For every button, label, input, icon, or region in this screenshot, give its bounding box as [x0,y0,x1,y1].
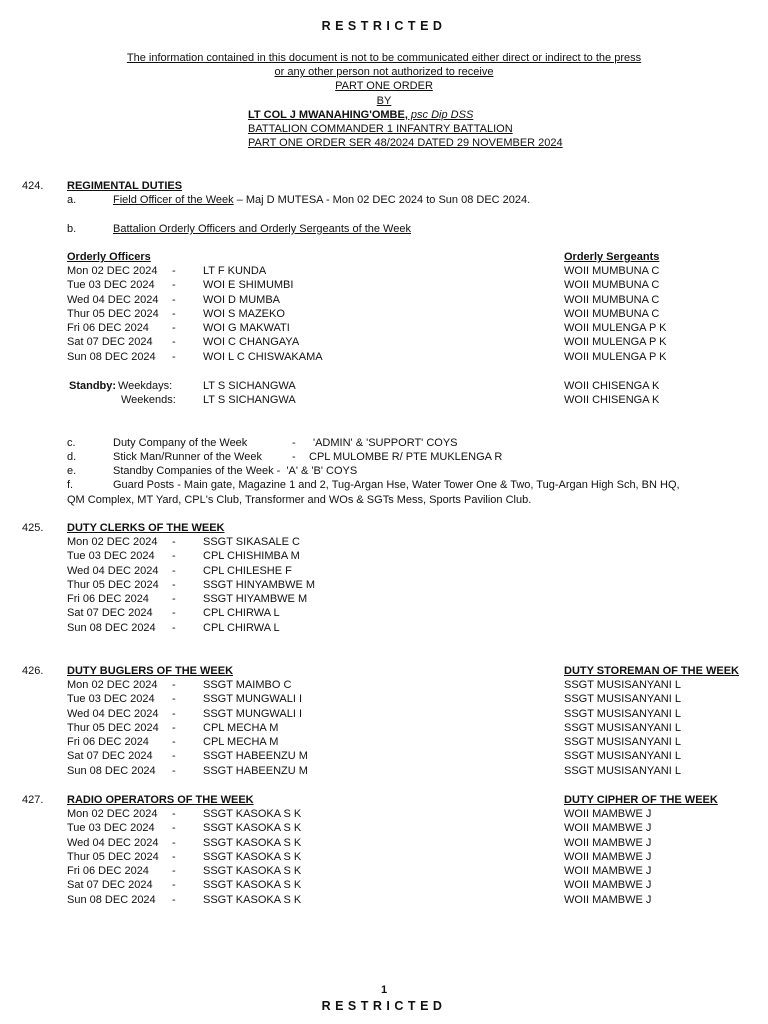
item-d-letter: d. [67,451,77,463]
table-row [67,606,467,620]
dash-cell: - [172,550,176,563]
day-cell: Thur 05 DEC 2024 [67,721,159,734]
day-cell: Tue 03 DEC 2024 [67,822,155,835]
day-cell: Sat 07 DEC 2024 [67,879,153,892]
day-cell: Tue 03 DEC 2024 [67,693,155,706]
by-line: BY [376,95,392,107]
storeman-cell: SSGT MUSISANYANI L [564,679,681,691]
day-cell: Sun 08 DEC 2024 [67,893,156,906]
duty-company-label: Duty Company of the Week [113,437,248,449]
cipher-cell: WOII MAMBWE J [564,822,652,835]
restricted-marking-bottom: RESTRICTED [321,999,447,1013]
name-cell: SSGT KASOKA S K [203,808,302,820]
section-424-number: 424. [22,180,44,192]
day-cell: Fri 06 DEC 2024 [67,322,149,335]
item-f-letter: f. [67,479,74,491]
day-cell: Mon 02 DEC 2024 [67,808,158,820]
dash-cell: - [172,893,176,906]
officer-cell: WOI D MUMBA [203,293,280,306]
guard-posts-line-2: QM Complex, MT Yard, CPL's Club, Transformer and WOs & SGTs Mess, Sports Pavilion Club. [67,494,532,506]
table-row [67,293,747,307]
dash-cell: - [172,721,176,734]
stick-man-dash: - [292,451,296,463]
day-cell: Mon 02 DEC 2024 [67,536,158,548]
section-426-number: 426. [22,665,44,677]
standby-companies: Standby Companies of the Week - 'A' & 'B' COYS [113,465,358,477]
table-row [67,864,747,878]
name-cell: SSGT KASOKA S K [203,879,302,892]
section-425-number: 425. [22,522,44,534]
officer-cell: WOI G MAKWATI [203,322,290,335]
dash-cell: - [172,764,176,777]
section-426-title: DUTY BUGLERS OF THE WEEK [67,665,234,677]
cipher-cell: WOII MAMBWE J [564,865,652,878]
storeman-cell: SSGT MUSISANYANI L [564,721,681,734]
table-row [67,721,747,735]
sergeant-cell: WOII MULENGA P K [564,322,667,335]
table-row [67,578,467,592]
commander-qualifications: psc Dip DSS [407,109,474,121]
duty-cipher-title: DUTY CIPHER OF THE WEEK [564,794,718,806]
dash-cell: - [172,350,176,363]
standby-weekends-officer: LT S SICHANGWA [203,394,296,406]
table-row [67,678,747,692]
item-a-letter: a. [67,194,77,206]
day-cell: Sat 07 DEC 2024 [67,336,153,349]
order-title: PART ONE ORDER [335,80,433,92]
day-cell: Tue 03 DEC 2024 [67,550,155,563]
section-425-title: DUTY CLERKS OF THE WEEK [67,522,225,534]
table-row [67,749,747,763]
weekends-label: Weekends: [121,394,176,406]
duty-company-value: 'ADMIN' & 'SUPPORT' COYS [313,437,458,449]
table-row [67,850,747,864]
name-cell: CPL CHIRWA L [203,621,280,634]
cipher-cell: WOII MAMBWE J [564,893,652,906]
orderly-sergeants-header: Orderly Sergeants [564,251,660,263]
table-row [67,893,747,907]
item-b-letter: b. [67,223,77,235]
day-cell: Fri 06 DEC 2024 [67,865,149,878]
duty-clerks-table [67,535,467,635]
day-cell: Tue 03 DEC 2024 [67,279,155,292]
dash-cell: - [172,621,176,634]
cipher-cell: WOII MAMBWE J [564,850,652,863]
day-cell: Wed 04 DEC 2024 [67,564,159,577]
field-officer-value: – Maj D MUTESA - Mon 02 DEC 2024 to Sun 08 DEC 2024. [233,194,531,206]
day-cell: Thur 05 DEC 2024 [67,307,159,320]
stick-man-value: CPL MULOMBE R/ PTE MUKLENGA R [309,451,503,463]
storeman-cell: SSGT MUSISANYANI L [564,736,681,749]
name-cell: CPL CHIRWA L [203,607,280,620]
dash-cell: - [172,822,176,835]
storeman-cell: SSGT MUSISANYANI L [564,693,681,706]
name-cell: SSGT KASOKA S K [203,865,302,878]
day-cell: Mon 02 DEC 2024 [67,265,158,277]
duty-company-dash: - [292,437,296,449]
stick-man-label: Stick Man/Runner of the Week [113,451,262,463]
dash-cell: - [172,693,176,706]
cipher-cell: WOII MAMBWE J [564,808,652,820]
radio-operators-table [67,807,747,907]
dash-cell: - [172,336,176,349]
commander-role: BATTALION COMMANDER 1 INFANTRY BATTALION [248,123,513,135]
sergeant-cell: WOII MUMBUNA C [564,265,660,277]
officer-cell: WOI S MAZEKO [203,307,285,320]
sergeant-cell: WOII MUMBUNA C [564,279,660,292]
cipher-cell: WOII MAMBWE J [564,879,652,892]
table-row [67,264,747,278]
day-cell: Sun 08 DEC 2024 [67,764,156,777]
name-cell: SSGT HABEENZU M [203,764,308,777]
day-cell: Thur 05 DEC 2024 [67,850,159,863]
table-row [67,836,747,850]
orderly-officers-header: Orderly Officers [67,251,151,263]
name-cell: CPL CHILESHE F [203,564,292,577]
orderly-table [67,264,747,364]
table-row [67,821,747,835]
dash-cell: - [172,279,176,292]
storeman-cell: SSGT MUSISANYANI L [564,750,681,763]
table-row [67,692,747,706]
section-424-title: REGIMENTAL DUTIES [67,180,183,192]
name-cell: SSGT MAIMBO C [203,679,292,691]
table-row [67,278,747,292]
cipher-cell: WOII MAMBWE J [564,836,652,849]
dash-cell: - [172,578,176,591]
dash-cell: - [172,865,176,878]
table-row [67,564,467,578]
notice-line-1: The information contained in this document is not to be communicated either direct or indirect to the press [126,52,642,64]
dash-cell: - [172,879,176,892]
standby-weekends-sergeant: WOII CHISENGA K [564,394,660,406]
dash-cell: - [172,265,176,277]
table-row [67,549,467,563]
sergeant-cell: WOII MULENGA P K [564,350,667,363]
day-cell: Sat 07 DEC 2024 [67,750,153,763]
officer-cell: WOI L C CHISWAKAMA [203,350,323,363]
dash-cell: - [172,607,176,620]
dash-cell: - [172,679,176,691]
guard-posts-line-1: Guard Posts - Main gate, Magazine 1 and 2, Tug-Argan Hse, Water Tower One & Two, Tug-Argan High Sch, BN HQ, [113,479,680,491]
item-e-letter: e. [67,465,77,477]
weekdays-label: Weekdays: [118,380,173,392]
name-cell: SSGT KASOKA S K [203,850,302,863]
standby-label: Standby: [69,380,117,392]
table-row [67,707,747,721]
dash-cell: - [172,307,176,320]
order-serial: PART ONE ORDER SER 48/2024 DATED 29 NOVEMBER 2024 [248,137,563,149]
dash-cell: - [172,293,176,306]
field-officer-line [113,193,530,207]
name-cell: SSGT KASOKA S K [203,893,302,906]
day-cell: Sun 08 DEC 2024 [67,350,156,363]
name-cell: SSGT MUNGWALI I [203,707,303,720]
name-cell: CPL CHISHIMBA M [203,550,300,563]
orderly-heading: Battalion Orderly Officers and Orderly Sergeants of the Week [113,223,411,235]
table-row [67,335,747,349]
table-row [67,592,467,606]
name-cell: SSGT HABEENZU M [203,750,308,763]
officer-cell: WOI E SHIMUMBI [203,279,294,292]
dash-cell: - [172,836,176,849]
officer-cell: LT F KUNDA [203,265,267,277]
dash-cell: - [172,808,176,820]
duty-buglers-table [67,678,747,778]
day-cell: Sat 07 DEC 2024 [67,607,153,620]
dash-cell: - [172,750,176,763]
name-cell: SSGT HIYAMBWE M [203,593,308,606]
dash-cell: - [172,850,176,863]
table-row [67,307,747,321]
item-c-letter: c. [67,437,76,449]
notice-line-2: or any other person not authorized to receive [274,66,494,78]
section-427-number: 427. [22,794,44,806]
page-number: 1 [380,984,388,996]
name-cell: CPL MECHA M [203,736,279,749]
day-cell: Wed 04 DEC 2024 [67,707,159,720]
standby-weekdays-sergeant: WOII CHISENGA K [564,380,660,392]
sergeant-cell: WOII MULENGA P K [564,336,667,349]
dash-cell: - [172,707,176,720]
day-cell: Wed 04 DEC 2024 [67,836,159,849]
dash-cell: - [172,593,176,606]
day-cell: Thur 05 DEC 2024 [67,578,159,591]
day-cell: Fri 06 DEC 2024 [67,593,149,606]
day-cell: Sun 08 DEC 2024 [67,621,156,634]
name-cell: SSGT MUNGWALI I [203,693,303,706]
duty-storeman-title: DUTY STOREMAN OF THE WEEK [564,665,739,677]
table-row [67,807,747,821]
officer-cell: WOI C CHANGAYA [203,336,300,349]
day-cell: Mon 02 DEC 2024 [67,679,158,691]
field-officer-label: Field Officer of the Week [113,194,234,206]
commander-name: LT COL J MWANAHING'OMBE, [248,109,408,121]
name-cell: SSGT SIKASALE C [203,536,301,548]
table-row [67,764,747,778]
name-cell: SSGT HINYAMBWE M [203,578,316,591]
day-cell: Fri 06 DEC 2024 [67,736,149,749]
dash-cell: - [172,322,176,335]
sergeant-cell: WOII MUMBUNA C [564,293,660,306]
table-row [67,735,747,749]
dash-cell: - [172,536,176,548]
storeman-cell: SSGT MUSISANYANI L [564,764,681,777]
table-row [67,621,467,635]
dash-cell: - [172,736,176,749]
sergeant-cell: WOII MUMBUNA C [564,307,660,320]
name-cell: SSGT KASOKA S K [203,822,302,835]
restricted-marking-top: RESTRICTED [321,19,447,33]
dash-cell: - [172,564,176,577]
name-cell: CPL MECHA M [203,721,279,734]
table-row [67,321,747,335]
table-row [67,350,747,364]
commander-line [248,108,473,122]
table-row [67,878,747,892]
section-427-title: RADIO OPERATORS OF THE WEEK [67,794,254,806]
standby-weekdays-officer: LT S SICHANGWA [203,380,296,392]
table-row [67,535,467,549]
name-cell: SSGT KASOKA S K [203,836,302,849]
storeman-cell: SSGT MUSISANYANI L [564,707,681,720]
day-cell: Wed 04 DEC 2024 [67,293,159,306]
